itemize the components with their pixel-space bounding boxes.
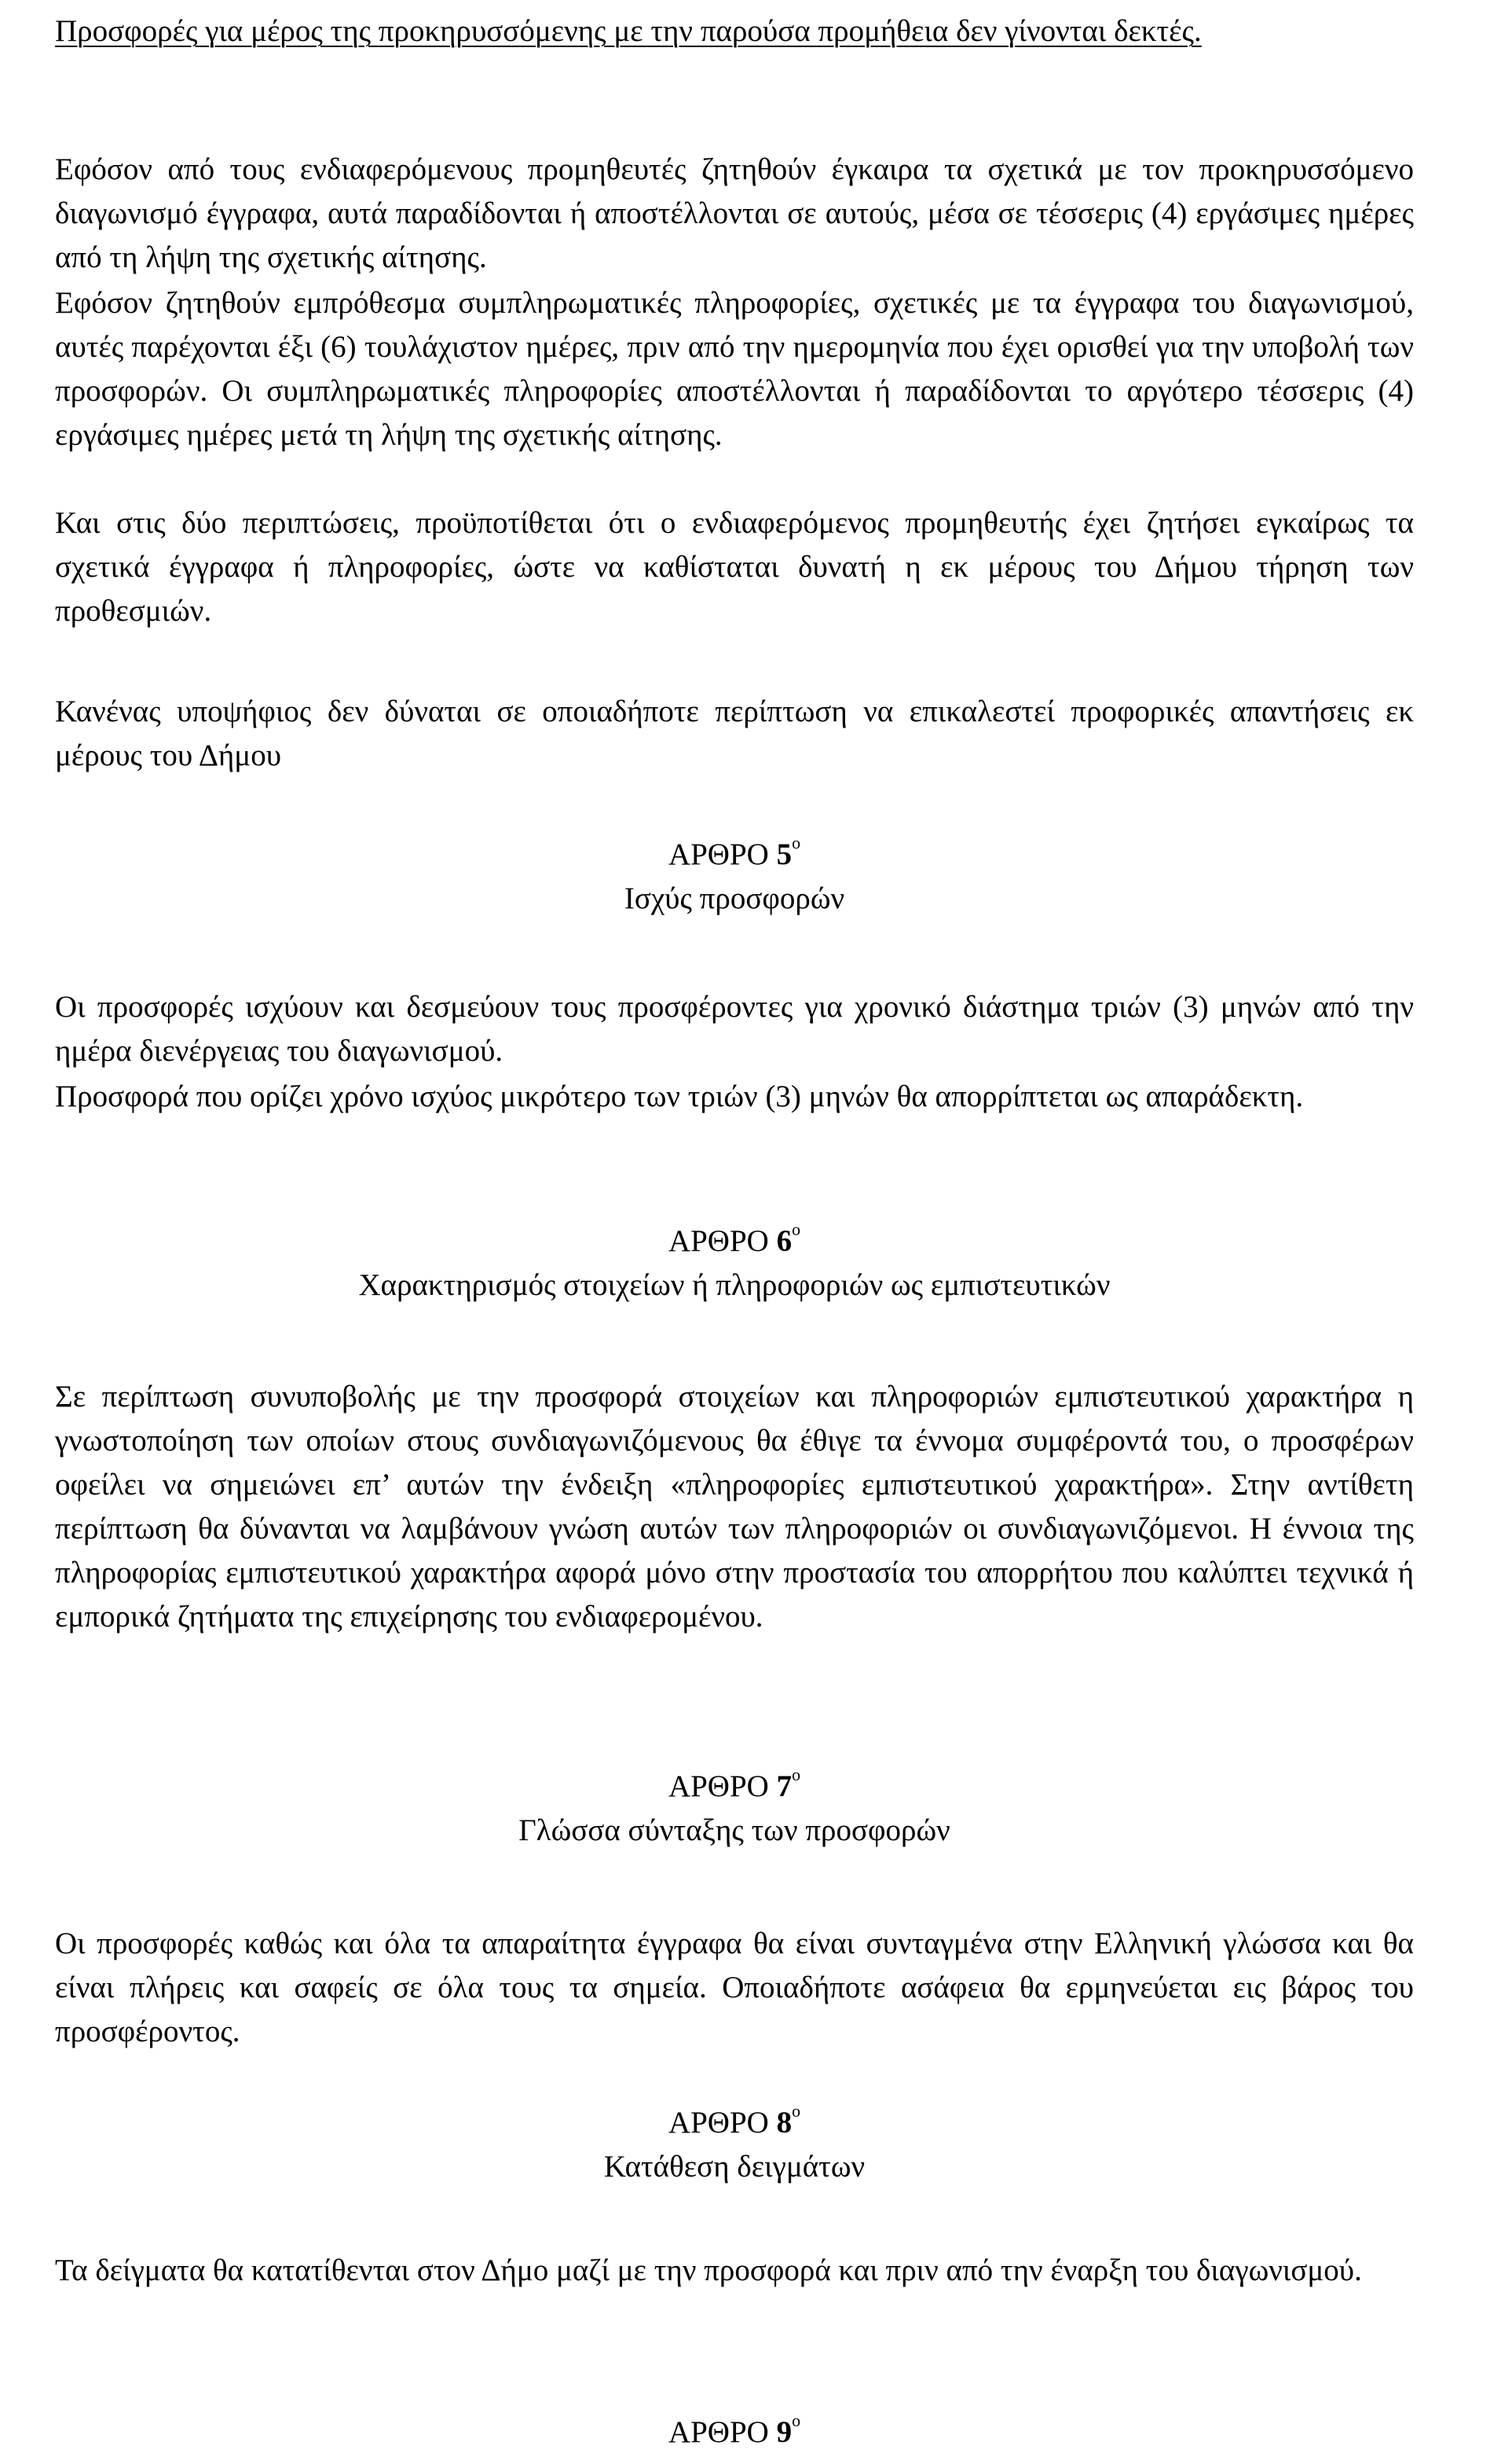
article-sup: ο [792,2101,801,2121]
article-5-body [55,985,1414,1073]
article-label: ΑΡΘΡΟ [668,1224,769,1258]
article-paragraph: Τα δείγματα θα κατατίθενται στον Δήμο μαζί με την προσφορά και πριν από την έναρξη του διαγωνισμού. [55,2253,1362,2287]
article-6-heading [55,1219,1414,1307]
paragraph-text: Κανένας υποψήφιος δεν δύναται σε οποιαδήποτε περίπτωση να επικαλεστεί προφορικές απαντήσεις εκ μέρους του Δήμου [55,695,1414,772]
article-paragraph: Οι προσφορές καθώς και όλα τα απαραίτητα έγγραφα θα είναι συνταγμένα στην Ελληνική γλώσσα και θα είναι πλήρεις και σαφείς σε όλα τους τα σημεία. Οποιαδήποτε ασάφεια θα ερμηνεύεται εις βάρος του προσφέροντος. [55,1927,1414,2048]
article-5-heading [55,833,1414,921]
article-paragraph: Οι προσφορές ισχύουν και δεσμεύουν τους προσφέροντες για χρονικό διάστημα τριών (3) μηνών από την ημέρα διενέργειας του διαγωνισμού. [55,990,1414,1068]
article-title: Ισχύς προσφορών [624,882,845,915]
paragraph-4 [55,690,1414,778]
paragraph-3 [55,501,1414,633]
article-paragraph: Προσφορά που ορίζει χρόνο ισχύος μικρότερο των τριών (3) μηνών θα απορρίπτεται ως απαράδεκτη. [55,1080,1304,1113]
article-number [55,1219,1414,1263]
intro-text: Προσφορές για μέρος της προκηρυσσόμενης με την παρούσα προμήθεια δεν γίνονται δεκτές. [55,14,1202,48]
article-num: 7 [776,1769,793,1803]
article-8-body [55,2249,1414,2293]
article-sup: ο [792,1219,801,1239]
article-8-heading [55,2101,1414,2189]
article-num: 6 [776,1224,793,1258]
paragraph-2 [55,281,1414,457]
article-sup: ο [792,1765,801,1784]
paragraph-text: Εφόσον ζητηθούν εμπρόθεσμα συμπληρωματικές πληροφορίες, σχετικές με τα έγγραφα του διαγωνισμού, αυτές παρέχονται έξι (6) τουλάχιστον ημέρες, πριν από την ημερομηνία που έχει ορισθεί για την υποβολή των προσφορών. Οι συμπληρωματικές πληροφορίες αποστέλλονται ή παραδίδονται το αργότερο τέσσερις (4) εργάσιμες ημέρες μετά τη λήψη της σχετικής αίτησης. [55,286,1414,452]
article-number [55,1765,1414,1809]
article-7-heading [55,1765,1414,1853]
article-number [55,2411,1414,2455]
article-paragraph: Σε περίπτωση συνυποβολής με την προσφορά στοιχείων και πληροφοριών εμπιστευτικού χαρακτήρα η γνωστοποίηση των οποίων στους συνδιαγωνιζόμενους θα έθιγε τα έννομα συμφέροντά του, ο προσφέρων οφείλει να σημειώνει επ’ αυτών την ένδειξη «πληροφορίες εμπιστευτικού χαρακτήρα». Στην αντίθετη περίπτωση θα δύνανται να λαμβάνουν γνώση αυτών των πληροφοριών οι συνδιαγωνιζόμενοι. Η έννοια της πληροφορίας εμπιστευτικού χαρακτήρα αφορά μόνο στην προστασία του απορρήτου που καλύπτει τεχνικά ή εμπορικά ζητήματα της επιχείρησης του ενδιαφερομένου. [55,1380,1414,1634]
article-title: Χαρακτηρισμός στοιχείων ή πληροφοριών ως εμπιστευτικών [358,1268,1111,1302]
article-sup: ο [792,2411,801,2430]
article-6-body [55,1375,1414,1639]
article-num: 5 [776,838,793,871]
paragraph-text: Και στις δύο περιπτώσεις, προϋποτίθεται ότι ο ενδιαφερόμενος προμηθευτής έχει ζητήσει εγκαίρως τα σχετικά έγγραφα ή πληροφορίες, ώστε να καθίσταται δυνατή η εκ μέρους του Δήμου τήρηση των προθεσμιών. [55,506,1414,628]
article-num: 8 [776,2106,793,2140]
article-number [55,833,1414,877]
paragraph-1 [55,148,1414,280]
article-7-body [55,1922,1414,2054]
article-number [55,2101,1414,2145]
article-9-heading [55,2411,1414,2455]
article-5-body-2 [55,1075,1414,1119]
article-title: Γλώσσα σύνταξης των προσφορών [518,1813,950,1847]
article-num: 9 [776,2415,793,2449]
article-title: Κατάθεση δειγμάτων [603,2150,866,2184]
article-label: ΑΡΘΡΟ [668,2106,769,2140]
article-label: ΑΡΘΡΟ [668,2415,769,2449]
intro-paragraph [55,9,1414,53]
article-label: ΑΡΘΡΟ [668,1769,769,1803]
paragraph-text: Εφόσον από τους ενδιαφερόμενους προμηθευτές ζητηθούν έγκαιρα τα σχετικά με τον προκηρυσσόμενο διαγωνισμό έγγραφα, αυτά παραδίδονται ή αποστέλλονται σε αυτούς, μέσα σε τέσσερις (4) εργάσιμες ημέρες από τη λήψη της σχετικής αίτησης. [55,152,1414,274]
article-sup: ο [792,833,801,852]
article-label: ΑΡΘΡΟ [668,838,769,871]
